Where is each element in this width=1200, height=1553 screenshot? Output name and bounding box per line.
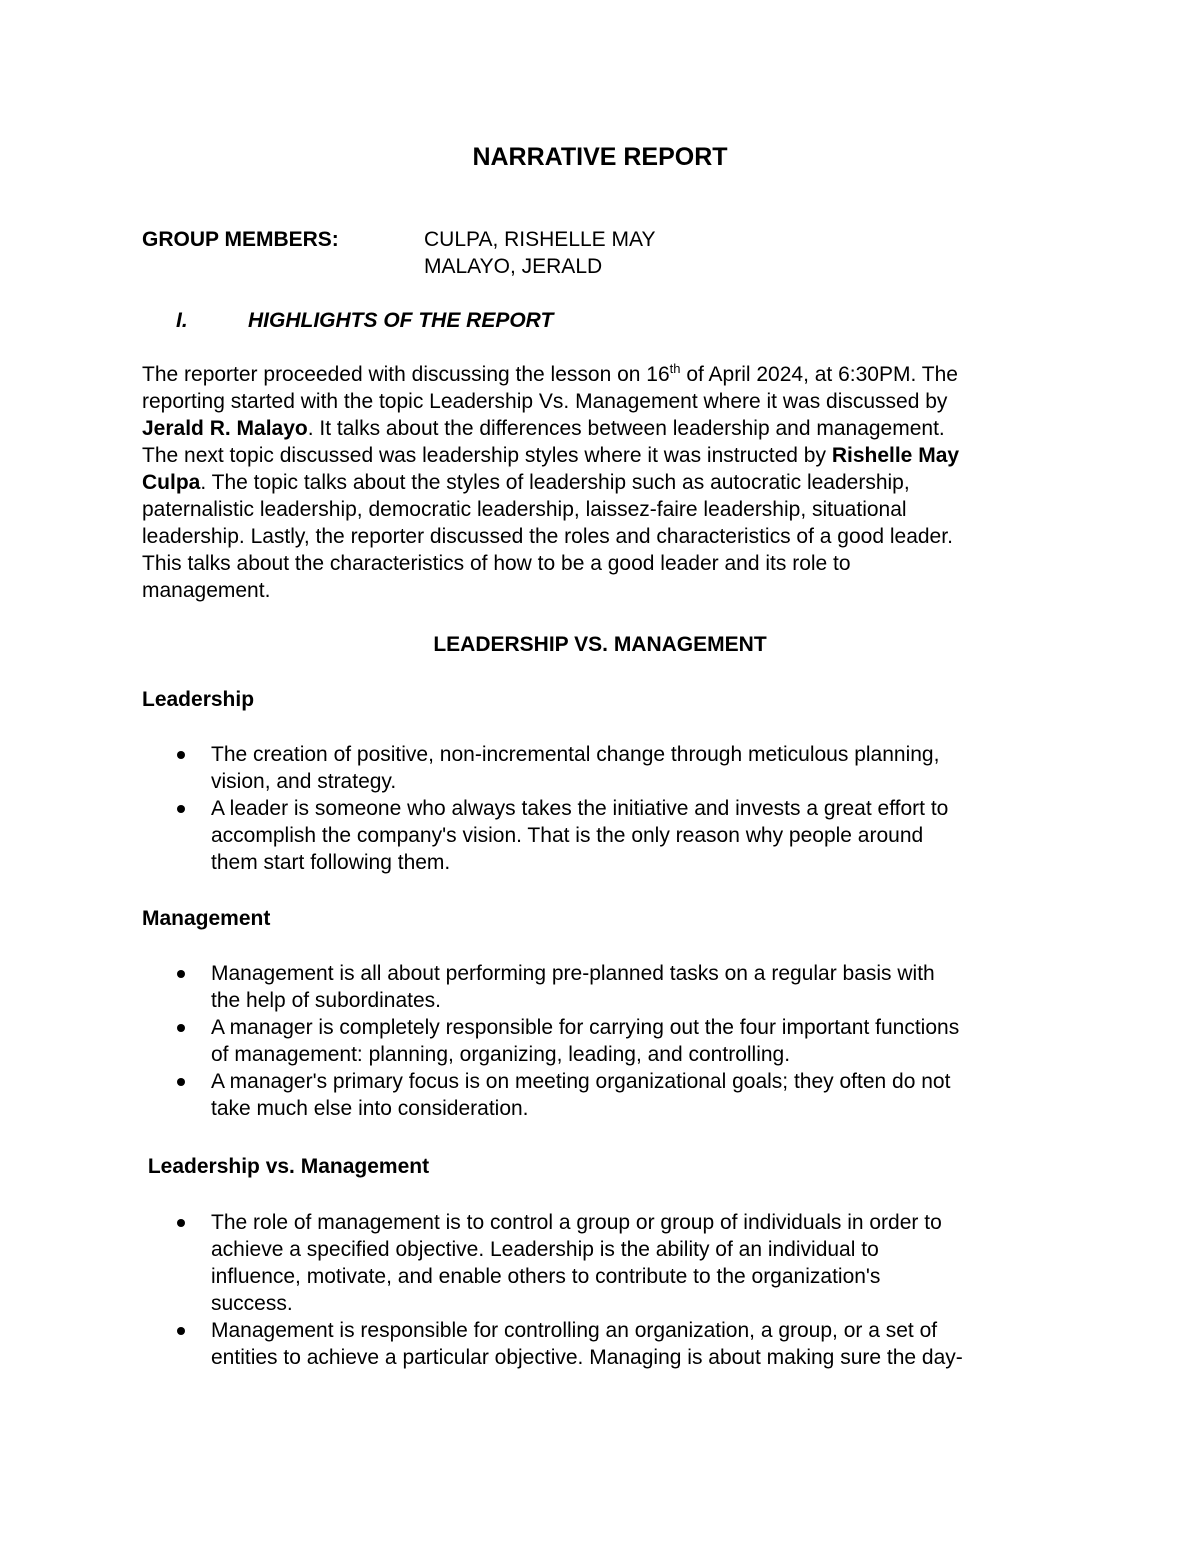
bullet-icon [177, 805, 185, 813]
list-item-line: Management is all about performing pre-planned tasks on a regular basis with [211, 962, 935, 985]
paragraph-line: This talks about the characteristics of how to be a good leader and its role to [142, 552, 851, 575]
list-item [142, 960, 1072, 1014]
section-number: I. [176, 309, 188, 332]
intro-paragraph [142, 361, 1072, 604]
bullet-icon [177, 1078, 185, 1086]
bullet-icon [177, 1024, 185, 1032]
list-item-line: vision, and strategy. [211, 770, 397, 793]
paragraph-line [142, 415, 1072, 442]
text-run: . It talks about the differences between leadership and management. [307, 417, 945, 440]
list-item-line: success. [211, 1292, 293, 1315]
paragraph-line: leadership. Lastly, the reporter discussed the roles and characteristics of a good leader. [142, 525, 953, 548]
reporter-name: Jerald R. Malayo [142, 417, 308, 440]
group-members-label: GROUP MEMBERS: [142, 228, 339, 251]
list-item [142, 795, 1072, 876]
bullet-icon [177, 1219, 185, 1227]
list-item-line: The creation of positive, non-incremental change through meticulous planning, [211, 743, 940, 766]
list-item-line: of management: planning, organizing, leading, and controlling. [211, 1043, 791, 1066]
list-item [142, 1068, 1072, 1122]
list-item [142, 741, 1072, 795]
list-item-line: entities to achieve a particular objective. Managing is about making sure the day- [211, 1346, 963, 1369]
list-item [142, 1317, 1072, 1371]
group-member: CULPA, RISHELLE MAY [424, 228, 656, 251]
paragraph-line: reporting started with the topic Leadership Vs. Management where it was discussed by [142, 390, 948, 413]
list-item-line: achieve a specified objective. Leadership is the ability of an individual to [211, 1238, 879, 1261]
bullet-icon [177, 970, 185, 978]
paragraph-line [142, 469, 1072, 496]
paragraph-line: paternalistic leadership, democratic leadership, laissez-faire leadership, situational [142, 498, 907, 521]
document-title: NARRATIVE REPORT [472, 143, 728, 171]
list-item-line: influence, motivate, and enable others to contribute to the organization's [211, 1265, 881, 1288]
comparison-heading: Leadership vs. Management [142, 1155, 430, 1178]
list-item [142, 1014, 1072, 1068]
leadership-heading: Leadership [142, 688, 255, 711]
list-item-line: them start following them. [211, 851, 451, 874]
paragraph-line [142, 361, 1072, 388]
leadership-list [142, 741, 1072, 876]
list-item-line: A manager's primary focus is on meeting organizational goals; they often do not [211, 1070, 951, 1093]
management-list [142, 960, 1072, 1122]
text-run: The reporter proceeded with discussing the lesson on 16 [142, 363, 670, 386]
group-member: MALAYO, JERALD [424, 255, 603, 278]
bullet-icon [177, 751, 185, 759]
list-item-line: A manager is completely responsible for carrying out the four important functions [211, 1016, 960, 1039]
lvm-heading: LEADERSHIP VS. MANAGEMENT [433, 633, 767, 656]
paragraph-line: management. [142, 579, 271, 602]
text-run: The next topic discussed was leadership styles where it was instructed by [142, 444, 832, 467]
list-item-line: accomplish the company's vision. That is the only reason why people around [211, 824, 924, 847]
list-item-line: A leader is someone who always takes the initiative and invests a great effort to [211, 797, 949, 820]
comparison-list [142, 1209, 1072, 1371]
ordinal-superscript: th [669, 361, 681, 376]
group-members-list [424, 226, 655, 280]
list-item-line: take much else into consideration. [211, 1097, 529, 1120]
list-item-line: Management is responsible for controlling an organization, a group, or a set of [211, 1319, 938, 1342]
reporter-name: Culpa [142, 471, 201, 494]
list-item [142, 1209, 1072, 1317]
reporter-name: Rishelle May [831, 444, 960, 467]
paragraph-line [142, 442, 1072, 469]
management-heading: Management [142, 907, 271, 930]
text-run: of April 2024, at 6:30PM. The [680, 363, 958, 386]
list-item-line: the help of subordinates. [211, 989, 441, 1012]
bullet-icon [177, 1327, 185, 1335]
list-item-line: The role of management is to control a group or group of individuals in order to [211, 1211, 942, 1234]
text-run: . The topic talks about the styles of leadership such as autocratic leadership, [200, 471, 910, 494]
section-title: HIGHLIGHTS OF THE REPORT [248, 309, 554, 332]
